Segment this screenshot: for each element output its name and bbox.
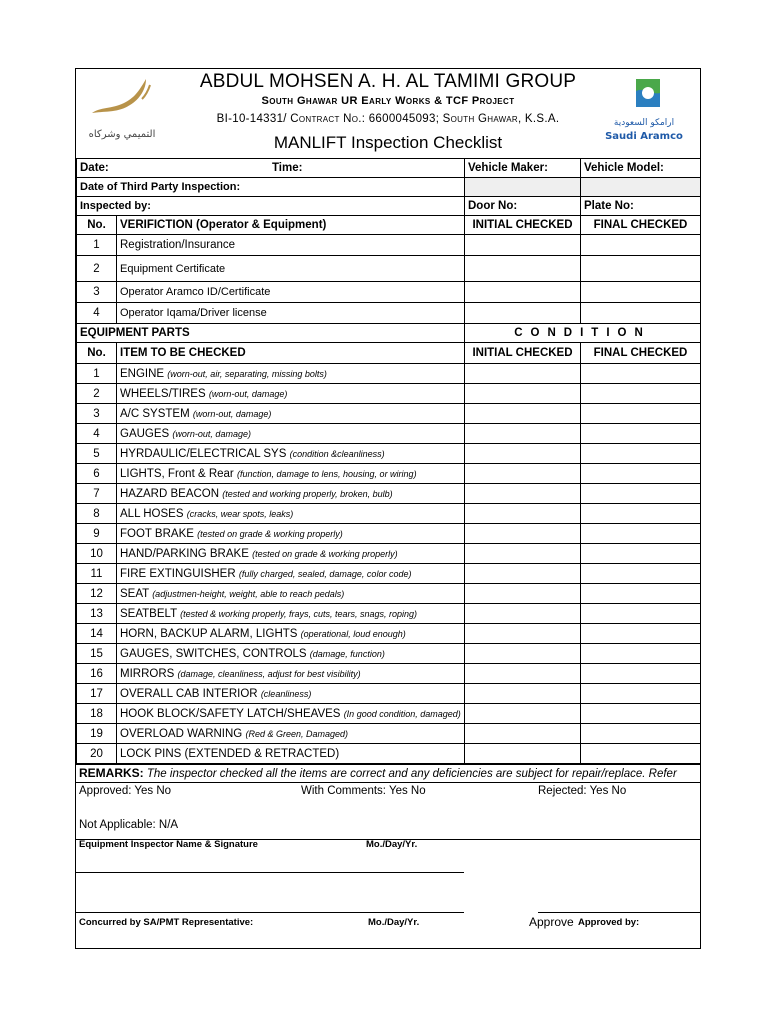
vehicle-maker-field[interactable]: Vehicle Maker: — [465, 159, 581, 178]
item-description — [117, 464, 465, 484]
item-number: 4 — [77, 424, 117, 444]
item-number: 15 — [77, 644, 117, 664]
verification-row — [77, 282, 701, 303]
inspector-signature-label: Equipment Inspector Name & Signature — [79, 839, 258, 850]
initial-check-cell[interactable] — [465, 644, 581, 664]
item-label: HORN, BACKUP ALARM, LIGHTS — [120, 627, 298, 640]
not-applicable-row — [76, 819, 700, 839]
item-description — [117, 384, 465, 404]
initial-checked-header: INITIAL CHECKED — [465, 343, 581, 364]
initial-check-cell[interactable] — [465, 744, 581, 764]
contract-number: BI-10-14331/ Contract No.: 6600045093; South Ghawar, K.S.A. — [216, 113, 560, 125]
item-note: (Red & Green, Damaged) — [245, 728, 349, 739]
part-row — [77, 444, 701, 464]
no-header: No. — [77, 343, 117, 364]
part-row — [77, 704, 701, 724]
concurred-date-label: Mo./Day/Yr. — [368, 917, 420, 928]
item-number: 2 — [77, 256, 117, 282]
info-row-date — [77, 159, 701, 178]
item-label: HOOK BLOCK/SAFETY LATCH/SHEAVES — [120, 707, 341, 720]
initial-check-cell[interactable] — [465, 664, 581, 684]
item-label: Equipment Certificate — [117, 256, 465, 282]
item-note: (damage, cleanliness, adjust for best visibility) — [177, 668, 361, 679]
verification-row — [77, 256, 701, 282]
final-check-cell[interactable] — [581, 684, 701, 704]
item-note: (cleanliness) — [260, 688, 312, 699]
info-row-third-party — [77, 178, 701, 197]
concurred-row — [76, 915, 700, 937]
approval-options-row — [76, 785, 700, 805]
part-row — [77, 684, 701, 704]
item-description — [117, 724, 465, 744]
item-description — [117, 504, 465, 524]
item-number: 9 — [77, 524, 117, 544]
initial-check-cell[interactable] — [465, 724, 581, 744]
parts-list — [77, 364, 701, 764]
inspected-by-field[interactable]: Inspected by: — [77, 197, 465, 216]
item-description — [117, 704, 465, 724]
item-label: HYRDAULIC/ELECTRICAL SYS — [120, 447, 287, 460]
remarks-text: The inspector checked all the items are correct and any deficiencies are subject for repair/replace. Refer — [146, 768, 677, 780]
item-note: (cracks, wear spots, leaks) — [186, 508, 294, 519]
final-check-cell[interactable] — [581, 384, 701, 404]
part-row — [77, 544, 701, 564]
item-note: (function, damage to lens, housing, or wiring) — [236, 468, 417, 479]
parts-header-row — [77, 343, 701, 364]
final-check-cell[interactable] — [581, 235, 701, 256]
final-check-cell[interactable] — [581, 504, 701, 524]
item-number: 4 — [77, 303, 117, 324]
initial-check-cell[interactable] — [465, 256, 581, 282]
item-label: FOOT BRAKE — [120, 527, 194, 540]
item-description — [117, 424, 465, 444]
remarks-row — [76, 763, 700, 783]
condition-heading: CONDITION — [465, 324, 701, 343]
item-number: 16 — [77, 664, 117, 684]
inspector-date-label: Mo./Day/Yr. — [366, 839, 418, 850]
item-description — [117, 484, 465, 504]
part-row — [77, 384, 701, 404]
third-party-maker-cell[interactable] — [465, 178, 581, 197]
approval-box[interactable] — [464, 839, 700, 912]
part-row — [77, 564, 701, 584]
approved-by-label: Approved by: — [578, 917, 640, 928]
item-label: GAUGES, SWITCHES, CONTROLS — [120, 647, 307, 660]
verification-row — [77, 235, 701, 256]
item-description — [117, 544, 465, 564]
final-check-cell[interactable] — [581, 424, 701, 444]
item-label: Operator Iqama/Driver license — [117, 303, 465, 324]
item-note: (tested on grade & working properly) — [197, 528, 343, 539]
item-label: Operator Aramco ID/Certificate — [117, 282, 465, 303]
part-row — [77, 424, 701, 444]
final-check-cell[interactable] — [581, 544, 701, 564]
part-row — [77, 744, 701, 764]
item-note: (In good condition, damaged) — [343, 708, 461, 719]
svg-text:Saudi Aramco: Saudi Aramco — [605, 131, 683, 142]
item-note: (tested & working properly, frays, cuts, tears, snags, roping) — [180, 608, 418, 619]
item-number: 20 — [77, 744, 117, 764]
initial-check-cell[interactable] — [465, 544, 581, 564]
item-description — [117, 644, 465, 664]
final-check-cell[interactable] — [581, 364, 701, 384]
info-row-inspected — [77, 197, 701, 216]
item-label: FIRE EXTINGUISHER — [120, 567, 236, 580]
part-row — [77, 464, 701, 484]
third-party-model-cell[interactable] — [581, 178, 701, 197]
item-note: (worn-out, air, separating, missing bolts) — [167, 368, 327, 379]
item-label: MIRRORS — [120, 667, 175, 680]
item-note: (worn-out, damage) — [172, 428, 251, 439]
item-description — [117, 404, 465, 424]
item-note: (damage, function) — [309, 648, 385, 659]
item-label: GAUGES — [120, 427, 170, 440]
item-to-check-header: ITEM TO BE CHECKED — [117, 343, 465, 364]
final-checked-header: FINAL CHECKED — [581, 216, 701, 235]
final-check-cell[interactable] — [581, 404, 701, 424]
item-number: 6 — [77, 464, 117, 484]
item-note: (adjustmen-height, weight, able to reach pedals) — [152, 588, 345, 599]
item-description — [117, 444, 465, 464]
with-comments-option[interactable]: With Comments: Yes No — [301, 785, 426, 797]
no-header: No. — [77, 216, 117, 235]
svg-text:التميمي وشركاه: التميمي وشركاه — [88, 129, 156, 140]
final-check-cell[interactable] — [581, 604, 701, 624]
item-note: (operational, loud enough) — [300, 628, 406, 639]
part-row — [77, 624, 701, 644]
item-number: 1 — [77, 235, 117, 256]
item-label: LIGHTS, Front & Rear — [120, 467, 234, 480]
item-label: OVERLOAD WARNING — [120, 727, 243, 740]
verification-title: VERIFICTION (Operator & Equipment) — [117, 216, 465, 235]
item-description — [117, 744, 465, 764]
part-row — [77, 404, 701, 424]
item-number: 3 — [77, 282, 117, 303]
final-check-cell[interactable] — [581, 644, 701, 664]
inspector-signature-line[interactable] — [76, 872, 464, 873]
verification-header-row — [77, 216, 701, 235]
initial-check-cell[interactable] — [465, 384, 581, 404]
item-number: 3 — [77, 404, 117, 424]
item-note: (worn-out, damage) — [208, 388, 288, 399]
third-party-date-field[interactable]: Date of Third Party Inspection: — [77, 178, 465, 197]
final-checked-header: FINAL CHECKED — [581, 343, 701, 364]
door-no-field[interactable]: Door No: — [465, 197, 581, 216]
item-label: ALL HOSES — [120, 507, 184, 520]
item-label: OVERALL CAB INTERIOR — [120, 687, 258, 700]
item-number: 5 — [77, 444, 117, 464]
initial-check-cell[interactable] — [465, 484, 581, 504]
initial-check-cell[interactable] — [465, 584, 581, 604]
plate-no-field[interactable]: Plate No: — [581, 197, 701, 216]
item-description — [117, 664, 465, 684]
item-note: (fully charged, sealed, damage, color code) — [238, 568, 412, 579]
initial-check-cell[interactable] — [465, 404, 581, 424]
saudi-aramco-logo — [605, 73, 683, 149]
item-description — [117, 524, 465, 544]
part-row — [77, 664, 701, 684]
vehicle-model-field[interactable]: Vehicle Model: — [581, 159, 701, 178]
item-number: 13 — [77, 604, 117, 624]
initial-check-cell[interactable] — [465, 303, 581, 324]
concurred-signature-line[interactable] — [76, 912, 464, 913]
item-description — [117, 564, 465, 584]
initial-check-cell[interactable] — [465, 684, 581, 704]
item-number: 19 — [77, 724, 117, 744]
item-number: 14 — [77, 624, 117, 644]
initial-check-cell[interactable] — [465, 564, 581, 584]
part-row — [77, 504, 701, 524]
initial-check-cell[interactable] — [465, 504, 581, 524]
initial-check-cell[interactable] — [465, 444, 581, 464]
item-number: 12 — [77, 584, 117, 604]
item-note: (tested on grade & working properly) — [252, 548, 398, 559]
item-label: HAZARD BEACON — [120, 487, 220, 500]
checklist-sheet — [75, 68, 701, 949]
svg-text:ارامكو السعودية: ارامكو السعودية — [613, 118, 675, 128]
item-number: 7 — [77, 484, 117, 504]
approved-option[interactable]: Approved: Yes No — [79, 785, 172, 797]
final-check-cell[interactable] — [581, 464, 701, 484]
final-check-cell[interactable] — [581, 256, 701, 282]
item-number: 8 — [77, 504, 117, 524]
item-label: ENGINE — [120, 367, 165, 380]
remarks-label: REMARKS: — [79, 766, 144, 780]
date-time-field[interactable]: Date: Time: — [77, 159, 465, 178]
item-description — [117, 364, 465, 384]
item-number: 1 — [77, 364, 117, 384]
initial-check-cell[interactable] — [465, 424, 581, 444]
part-row — [77, 484, 701, 504]
initial-check-cell[interactable] — [465, 235, 581, 256]
final-check-cell[interactable] — [581, 303, 701, 324]
concurred-label: Concurred by SA/PMT Representative: — [79, 917, 254, 928]
approve-label: Approve — [529, 915, 574, 929]
initial-check-cell[interactable] — [465, 282, 581, 303]
approved-signature-line[interactable] — [538, 912, 700, 913]
item-note: (condition &cleanliness) — [289, 448, 385, 459]
initial-check-cell[interactable] — [465, 604, 581, 624]
item-note: (worn-out, damage) — [192, 408, 272, 419]
part-row — [77, 644, 701, 664]
equipment-parts-heading: EQUIPMENT PARTS — [77, 324, 465, 343]
item-label: HAND/PARKING BRAKE — [120, 547, 249, 560]
part-row — [77, 364, 701, 384]
part-row — [77, 584, 701, 604]
part-row — [77, 604, 701, 624]
initial-check-cell[interactable] — [465, 624, 581, 644]
final-check-cell[interactable] — [581, 624, 701, 644]
item-label: Registration/Insurance — [117, 235, 465, 256]
item-label: WHEELS/TIRES — [120, 387, 206, 400]
final-check-cell[interactable] — [581, 484, 701, 504]
initial-check-cell[interactable] — [465, 524, 581, 544]
initial-check-cell[interactable] — [465, 464, 581, 484]
final-check-cell[interactable] — [581, 564, 701, 584]
item-description — [117, 684, 465, 704]
item-label: A/C SYSTEM — [120, 407, 190, 420]
document-title: MANLIFT Inspection Checklist — [273, 133, 503, 152]
item-number: 10 — [77, 544, 117, 564]
part-row — [77, 524, 701, 544]
item-number: 18 — [77, 704, 117, 724]
final-check-cell[interactable] — [581, 724, 701, 744]
item-number: 11 — [77, 564, 117, 584]
final-check-cell[interactable] — [581, 524, 701, 544]
final-check-cell[interactable] — [581, 664, 701, 684]
equipment-parts-section-row — [77, 324, 701, 343]
item-label: SEATBELT — [120, 607, 177, 620]
item-description — [117, 584, 465, 604]
initial-checked-header: INITIAL CHECKED — [465, 216, 581, 235]
final-check-cell[interactable] — [581, 584, 701, 604]
item-note: (tested and working properly, broken, bulb) — [222, 488, 393, 499]
rejected-option[interactable]: Rejected: Yes No — [538, 785, 627, 797]
item-number: 2 — [77, 384, 117, 404]
final-check-cell[interactable] — [581, 744, 701, 764]
company-name: ABDUL MOHSEN A. H. AL TAMIMI GROUP — [199, 71, 577, 92]
document-header — [76, 69, 700, 158]
final-check-cell[interactable] — [581, 704, 701, 724]
item-number: 17 — [77, 684, 117, 704]
not-applicable-option[interactable]: Not Applicable: N/A — [79, 819, 179, 831]
item-description — [117, 604, 465, 624]
item-label: LOCK PINS (EXTENDED & RETRACTED) — [120, 747, 340, 760]
final-check-cell[interactable] — [581, 282, 701, 303]
final-check-cell[interactable] — [581, 444, 701, 464]
initial-check-cell[interactable] — [465, 704, 581, 724]
item-description — [117, 624, 465, 644]
item-label: SEAT — [120, 587, 149, 600]
part-row — [77, 724, 701, 744]
initial-check-cell[interactable] — [465, 364, 581, 384]
checklist-table — [76, 158, 701, 764]
verification-row — [77, 303, 701, 324]
project-name: South Ghawar UR Early Works & TCF Project — [261, 95, 515, 107]
